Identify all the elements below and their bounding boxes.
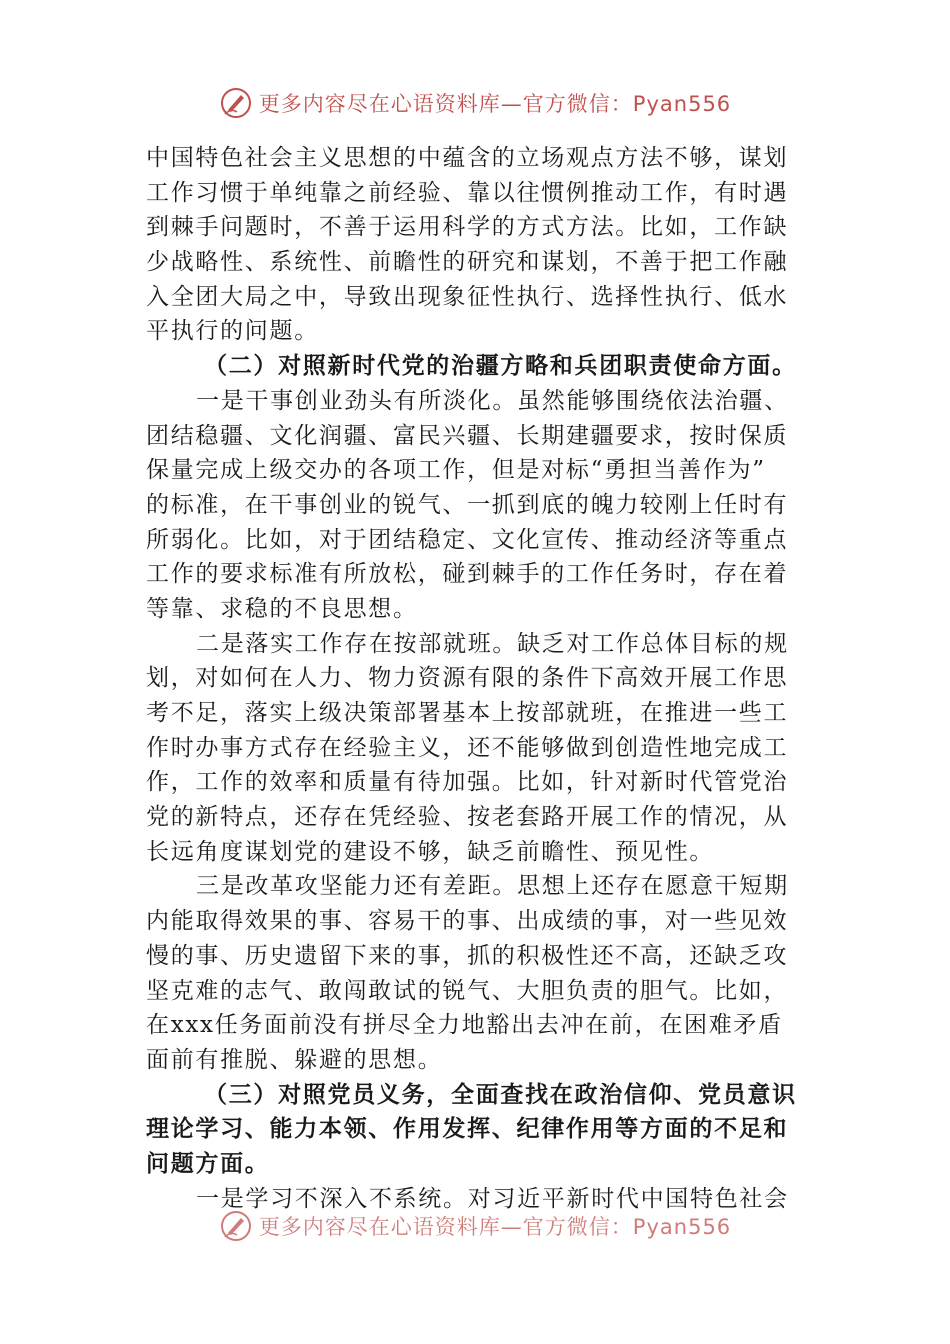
text-line: 慢的事、历史遗留下来的事，抓的积极性还不高，还缺乏攻 — [146, 942, 789, 969]
text-line: 考不足，落实上级决策部署基本上按部就班，在推进一些工 — [146, 700, 789, 726]
text-line: 作时办事方式存在经验主义，还不能够做到创造性地完成工 — [146, 734, 789, 761]
logo-pen-icon — [219, 1209, 253, 1243]
document-body — [146, 141, 810, 1216]
text-line: 平执行的问题。 — [146, 318, 319, 345]
text-line: 面前有推脱、躲避的思想。 — [146, 1046, 443, 1073]
watermark-footer — [0, 1208, 950, 1244]
text-line: 一是学习不深入不系统。对习近平新时代中国特色社会 — [196, 1185, 789, 1212]
text-line: 等靠、求稳的不良思想。 — [146, 595, 418, 622]
text-line: 一是干事创业劲头有所淡化。虽然能够围绕依法治疆、 — [196, 387, 789, 414]
text-line: 在xxx任务面前没有拼尽全力地豁出去冲在前，在困难矛盾 — [146, 1012, 783, 1039]
text-line: 三是改革攻坚能力还有差距。思想上还存在愿意干短期 — [196, 873, 789, 900]
text-line: 到棘手问题时，不善于运用科学的方式方法。比如，工作缺 — [146, 214, 789, 241]
watermark-text: 更多内容尽在心语资料库—官方微信：Pyan556 — [258, 1215, 732, 1239]
watermark-header — [0, 85, 950, 121]
text-line: 保量完成上级交办的各项工作，但是对标“勇担当善作为” — [146, 457, 766, 484]
watermark-text: 更多内容尽在心语资料库—官方微信：Pyan556 — [258, 92, 732, 116]
text-line: 所弱化。比如，对于团结稳定、文化宣传、推动经济等重点 — [146, 526, 789, 553]
text-line: 少战略性、系统性、前瞻性的研究和谋划，不善于把工作融 — [146, 249, 789, 276]
text-line: 问题方面。 — [146, 1149, 270, 1177]
text-line: 党的新特点，还存在凭经验、按老套路开展工作的情况，从 — [146, 804, 789, 831]
text-line: 理论学习、能力本领、作用发挥、纪律作用等方面的不足和 — [146, 1115, 789, 1143]
text-line: 工作习惯于单纯靠之前经验、靠以往惯例推动工作，有时遇 — [146, 179, 789, 206]
text-line: 中国特色社会主义思想的中蕴含的立场观点方法不够，谋划 — [146, 145, 789, 171]
logo-pen-icon — [219, 86, 253, 120]
text-line: 的标准，在干事创业的锐气、一抓到底的魄力较刚上任时有 — [146, 491, 789, 518]
text-line: 内能取得效果的事、容易干的事、出成绩的事，对一些见效 — [146, 908, 789, 935]
text-line: （三）对照党员义务，全面查找在政治信仰、党员意识 — [204, 1080, 797, 1108]
text-line: 工作的要求标准有所放松，碰到棘手的工作任务时，存在着 — [146, 561, 789, 588]
text-line: 二是落实工作存在按部就班。缺乏对工作总体目标的规 — [196, 630, 789, 657]
text-line: 坚克难的志气、敢闯敢试的锐气、大胆负责的胆气。比如， — [146, 977, 789, 1004]
text-line: 团结稳疆、文化润疆、富民兴疆、长期建疆要求，按时保质 — [146, 422, 789, 449]
text-line: 入全团大局之中，导致出现象征性执行、选择性执行、低水 — [146, 283, 789, 310]
text-line: 长远角度谋划党的建设不够，缺乏前瞻性、预见性。 — [146, 838, 715, 865]
text-line: 划，对如何在人力、物力资源有限的条件下高效开展工作思 — [146, 665, 789, 692]
text-line: 作，工作的效率和质量有待加强。比如，针对新时代管党治 — [146, 769, 789, 796]
text-line: （二）对照新时代党的治疆方略和兵团职责使命方面。 — [204, 352, 797, 380]
